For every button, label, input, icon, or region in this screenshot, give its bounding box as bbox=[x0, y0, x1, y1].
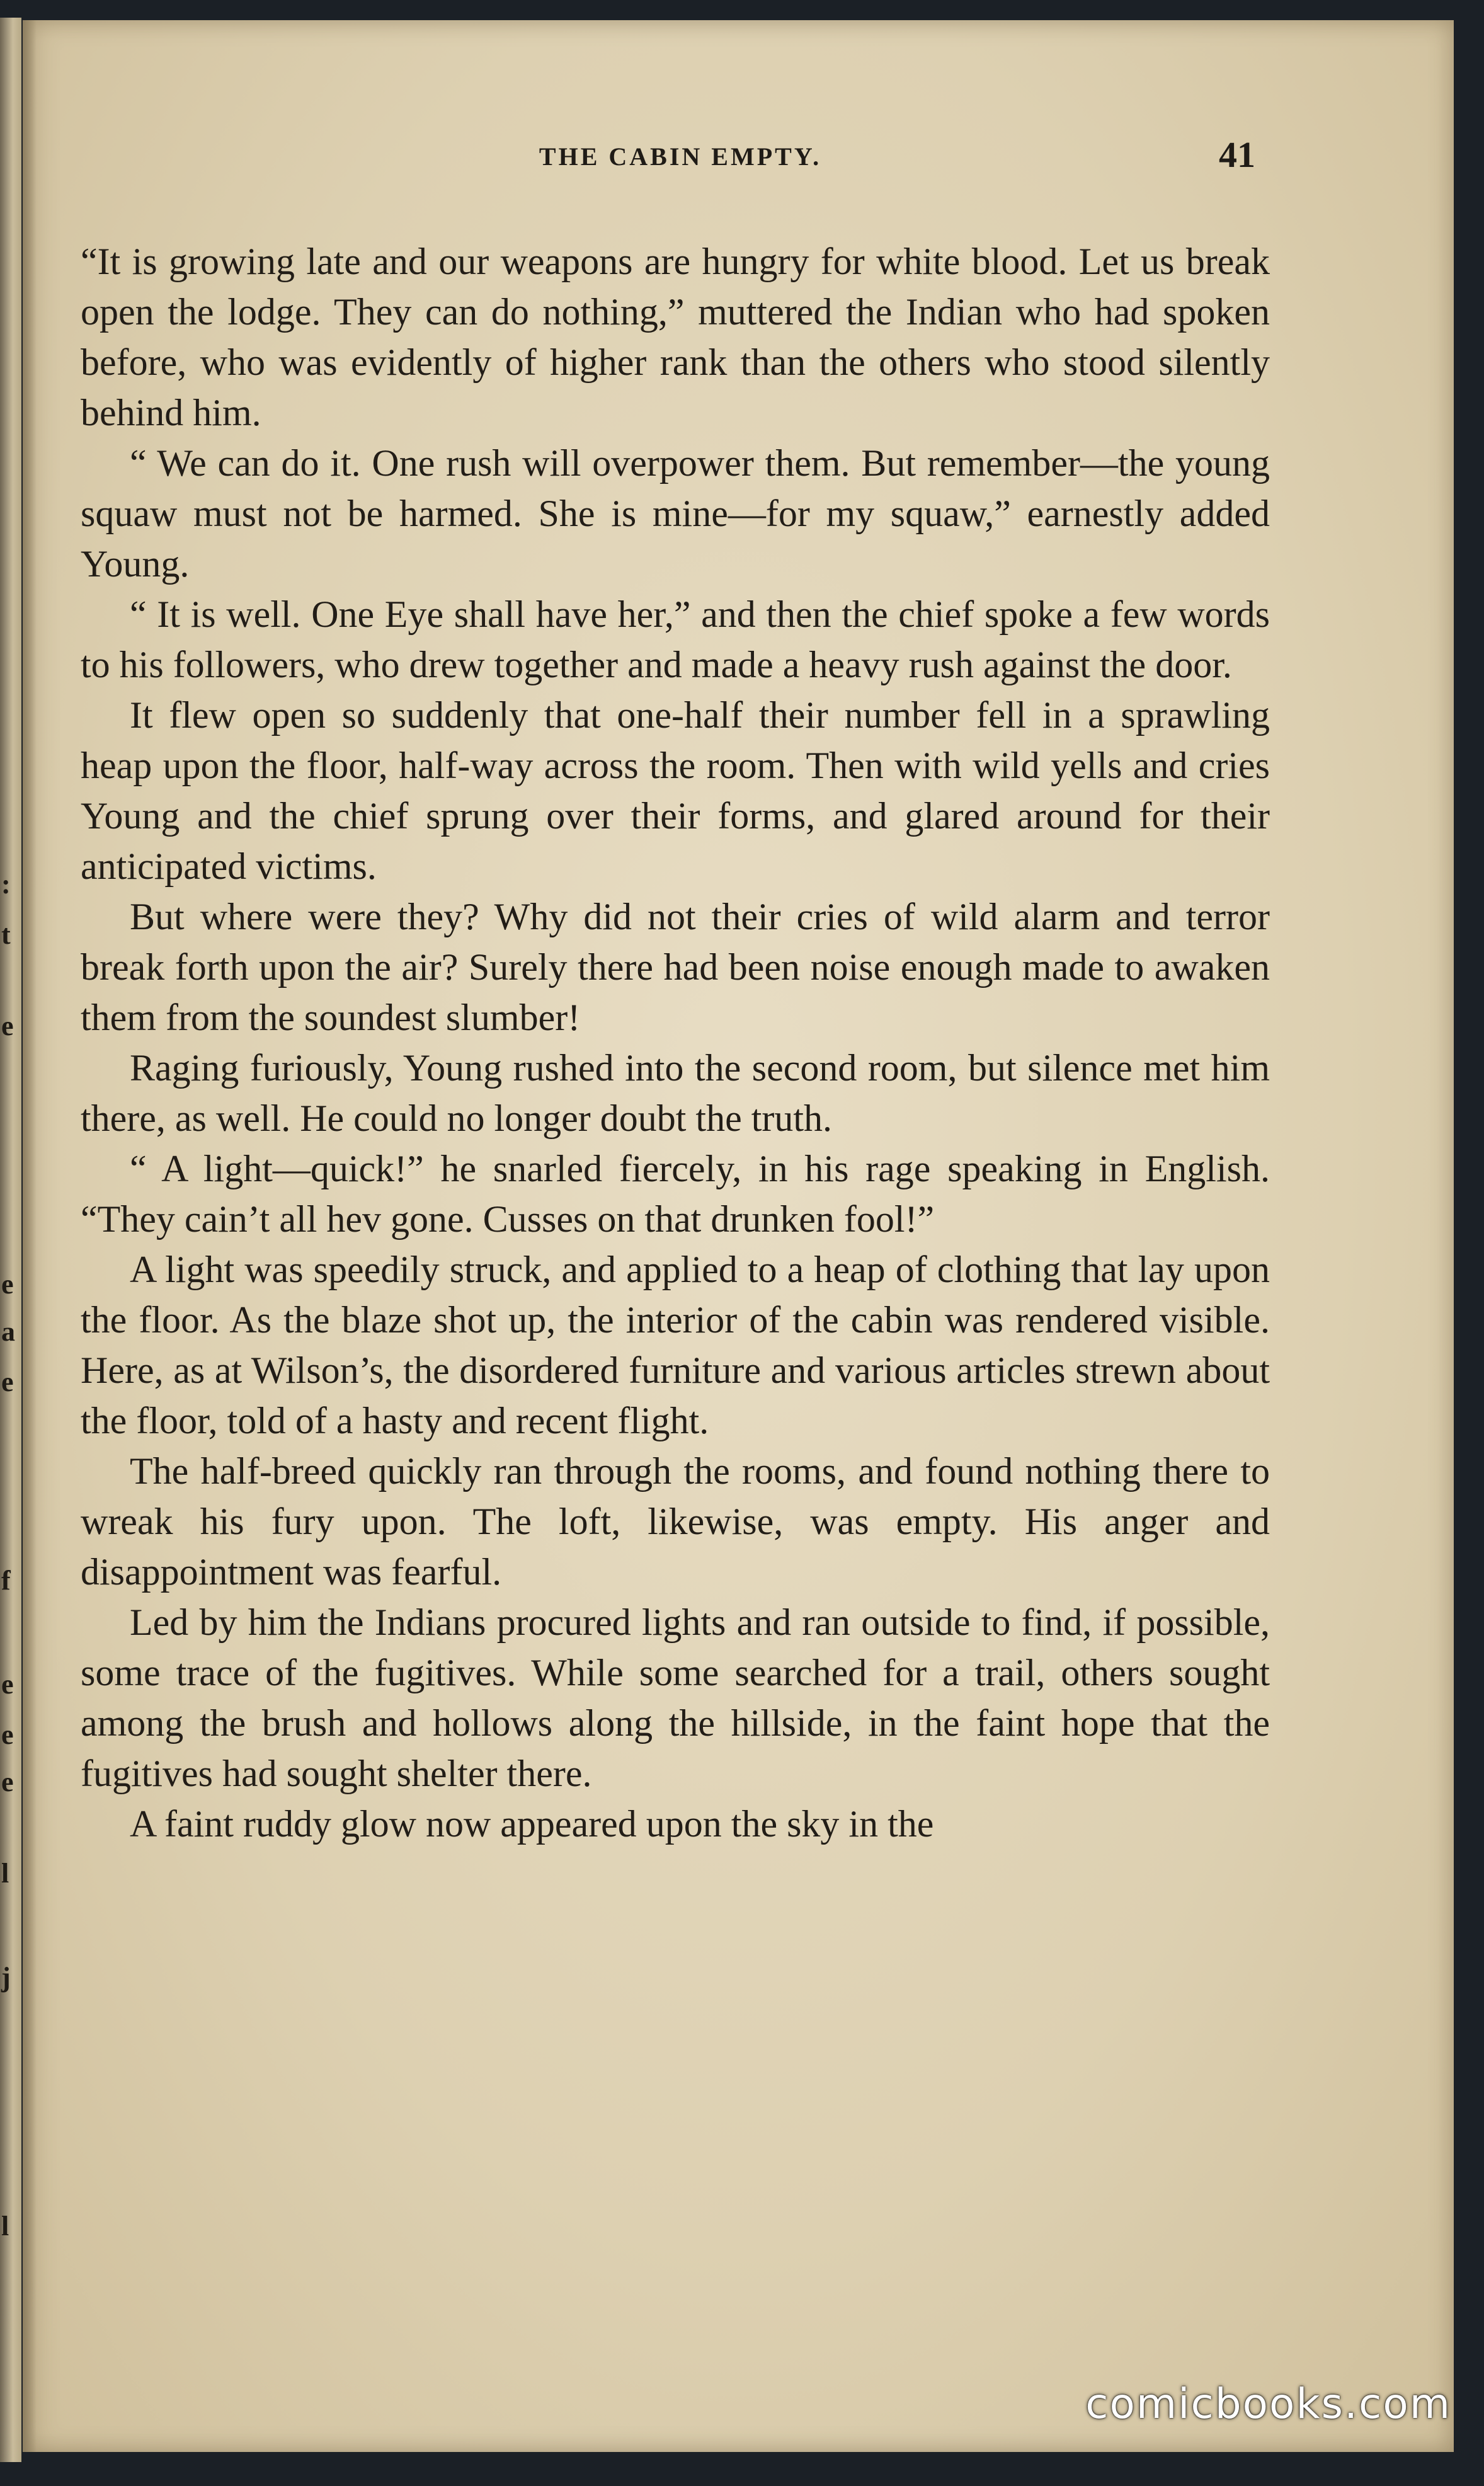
body-text bbox=[81, 236, 1270, 1849]
margin-fragment: e bbox=[1, 1767, 14, 1797]
margin-fragment: e bbox=[1, 1669, 14, 1700]
running-head: THE CABIN EMPTY. bbox=[539, 142, 822, 171]
source-watermark: comicbooks.com bbox=[1085, 2380, 1451, 2428]
margin-fragment: e bbox=[1, 1366, 14, 1397]
paragraph: A light was speedily struck, and applied to a heap of clothing that lay upon the floor. As the blaze shot up, the interior of the cabin was rendered visible. Here, as at Wilson’s, the disordered furniture and various articles strewn about the floor, told of a hasty and recent flight. bbox=[81, 1249, 1270, 1441]
paragraph: The half-breed quickly ran through the rooms, and found nothing there to wreak his fury upon. The loft, likewise, was empty. His anger and disappointment was fearful. bbox=[81, 1450, 1270, 1593]
margin-fragment: l bbox=[1, 1858, 9, 1889]
paragraph: “ It is well. One Eye shall have her,” and then the chief spoke a few words to his followers, who drew together and made a heavy rush against the door. bbox=[81, 593, 1270, 685]
paragraph: “It is growing late and our weapons are hungry for white blood. Let us break open the lodge. They can do nothing,” muttered the Indian who had spoken before, who was evidently of higher rank than the others who stood silently behind him. bbox=[81, 241, 1270, 433]
margin-fragment: t bbox=[1, 919, 11, 950]
margin-fragment: e bbox=[1, 1269, 14, 1300]
previous-page-edge bbox=[0, 18, 21, 2462]
paragraph: Led by him the Indians procured lights and ran outside to find, if possible, some trace of the fugitives. While some searched for a trail, others sought among the brush and hollows along the hillside, in the faint hope that the fugitives had sought shelter there. bbox=[81, 1601, 1270, 1794]
margin-fragment: f bbox=[1, 1565, 11, 1596]
margin-fragment: e bbox=[1, 1011, 14, 1041]
paragraph: Raging furiously, Young rushed into the second room, but silence met him there, as well. He could no longer doubt the truth. bbox=[81, 1047, 1270, 1139]
page-gutter-shadow bbox=[23, 20, 37, 2452]
paragraph: “ A light—quick!” he snarled fiercely, in his rage speaking in English. “They cain’t all hev gone. Cusses on that drunken fool!” bbox=[81, 1148, 1270, 1240]
paragraph: But where were they? Why did not their cries of wild alarm and terror break forth upon the air? Surely there had been noise enough made to awaken them from the soundest slumber! bbox=[81, 896, 1270, 1038]
margin-fragment: : bbox=[1, 869, 11, 900]
paragraph: It flew open so suddenly that one-half their number fell in a sprawling heap upon the floor, half-way across the room. Then with wild yells and cries Young and the chief sprung over their forms, and glared around for their anticipated victims. bbox=[81, 694, 1270, 887]
margin-fragment: e bbox=[1, 1719, 14, 1750]
margin-fragment: l bbox=[1, 2211, 9, 2242]
paragraph: “ We can do it. One rush will overpower them. But remember—the young squaw must not be harmed. She is mine—for my squaw,” earnestly added Young. bbox=[81, 442, 1270, 585]
margin-fragment: j bbox=[1, 1962, 11, 1993]
page-number: 41 bbox=[1219, 134, 1255, 175]
paragraph: A faint ruddy glow now appeared upon the sky in the bbox=[130, 1803, 934, 1845]
margin-fragment: a bbox=[1, 1316, 15, 1347]
